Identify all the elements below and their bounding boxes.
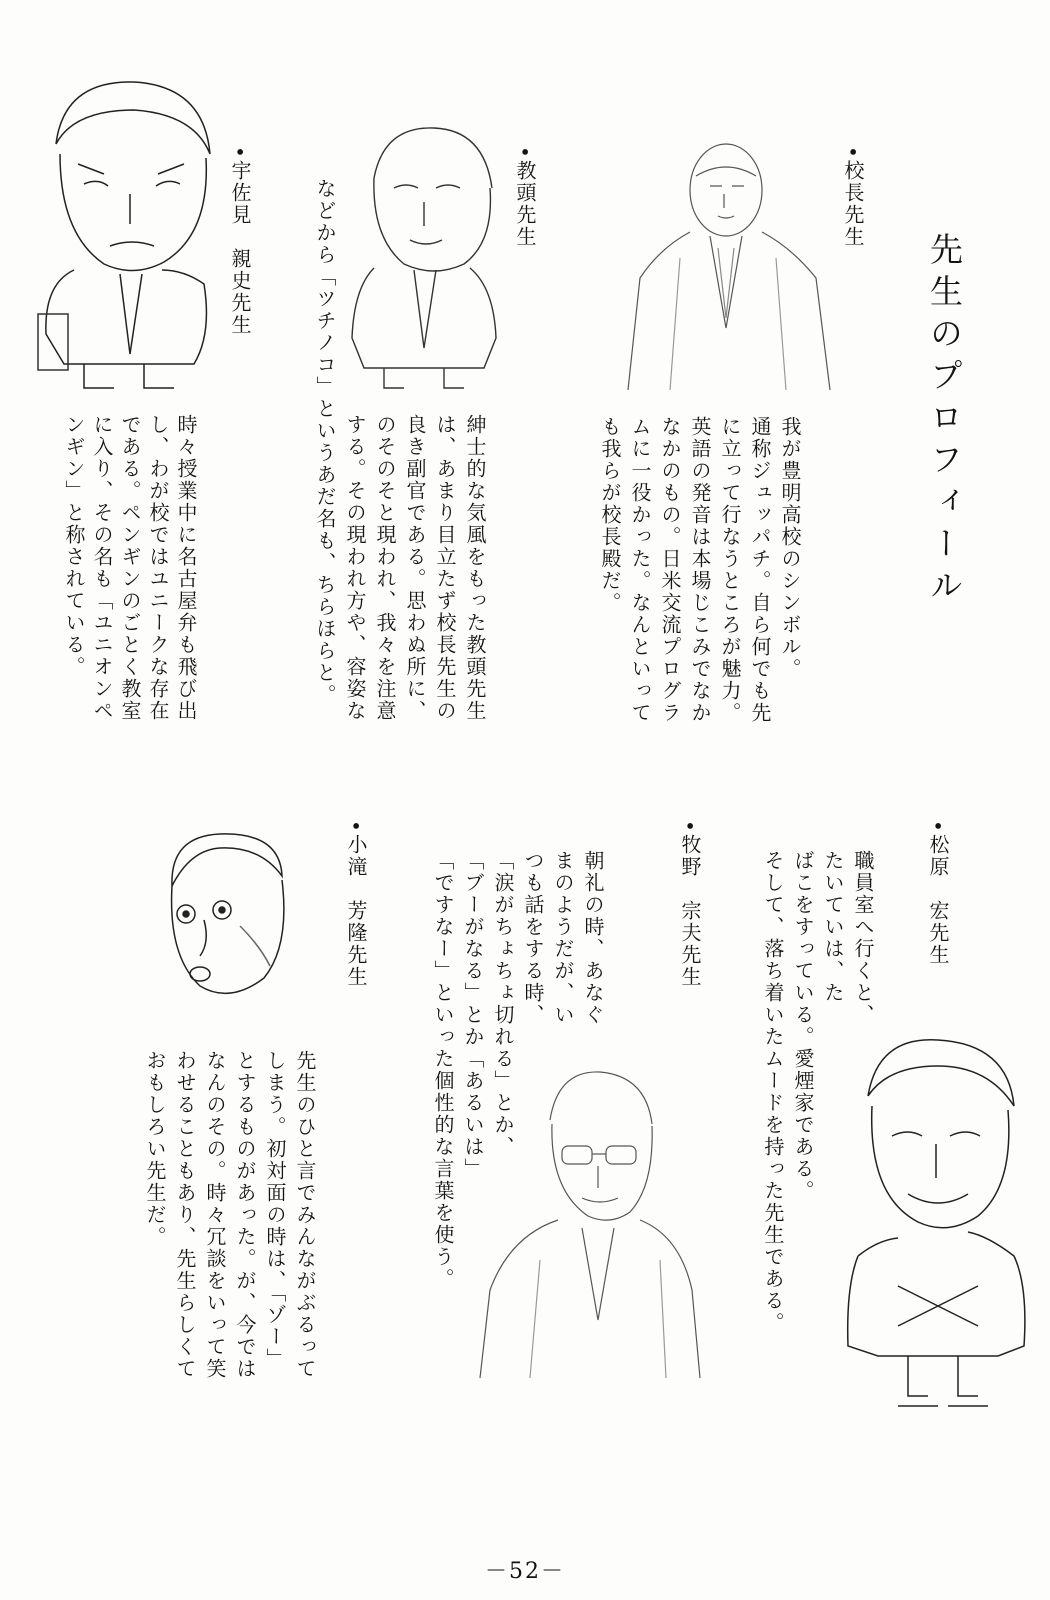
principal-text [595, 416, 805, 724]
usami-line: し、わが校ではユニークな存在 [146, 414, 170, 722]
kotaki-line: おもしろい先生だ。 [143, 1050, 167, 1248]
page-title: 先生のプロフィール [925, 232, 964, 610]
principal-line: も我らが校長殿だ。 [598, 416, 622, 614]
usami-text [60, 414, 200, 722]
principal-name: •校長先生 [841, 146, 865, 248]
makino-line: つも話をする時、 [521, 850, 545, 1026]
vice-principal-line: 紳士的な気風をもった教頭先生 [463, 414, 487, 722]
vice-principal-line: は、あまり目立たず校長先生の [433, 414, 457, 722]
principal-line: 我が豊明高校のシンボル。 [778, 416, 802, 680]
kotaki-heading [342, 820, 369, 988]
makino-heading [676, 820, 703, 988]
kotaki-portrait [160, 826, 290, 1004]
makino-portrait [470, 1060, 704, 1378]
matsubara-line: そして、落ち着いたムードを持った先生である。 [761, 850, 785, 1334]
usami-line: に入り、その名も「ユニオンペ [90, 414, 114, 722]
kotaki-line: しまう。初対面の時は、「ゾー」 [263, 1050, 287, 1370]
usami-portrait [34, 74, 220, 392]
makino-line: 「涙がちょちょ切れる」とか、 [491, 850, 515, 1158]
makino-name: •牧野 宗夫先生 [678, 820, 702, 988]
matsubara-name: •松原 宏先生 [926, 820, 950, 966]
usami-line: である。ペンギンのごとく教室 [118, 414, 142, 722]
principal-line: 通称ジュッパチ。自ら何でも先 [748, 416, 772, 724]
vice-principal-name: •教頭先生 [513, 146, 537, 248]
vice-principal-line: 良き副官である。思わぬ所に、 [403, 414, 427, 722]
kotaki-line: なんのその。時々冗談をいって笑 [203, 1050, 227, 1380]
kotaki-line: とするものがあった。が、今では [233, 1050, 257, 1380]
matsubara-heading [924, 820, 951, 966]
matsubara-line: ばこをすっている。愛煙家である。 [791, 850, 815, 1202]
vice-principal-line: などから「ツチノコ」というあだ名も、ちらほらと。 [313, 178, 337, 706]
usami-line: 時々授業中に名古屋弁も飛び出 [174, 414, 198, 722]
matsubara-portrait [838, 1026, 1034, 1422]
vice-principal-line: する。その現われ方や、容姿な [343, 414, 367, 722]
usami-heading [226, 146, 253, 336]
kotaki-line: 先生のひと言でみんながぶるって [293, 1050, 317, 1380]
makino-line: 「ですなー」といった個性的な言葉を使う。 [431, 850, 455, 1290]
principal-line: 英語の発音は本場じこみでなか [688, 416, 712, 724]
usami-name: •宇佐見 親史先生 [228, 146, 252, 336]
kotaki-line: わせることもあり、先生らしくて [173, 1050, 197, 1380]
makino-line: 朝礼の時、あなぐ [581, 850, 605, 1026]
page-number: －52－ [485, 1559, 565, 1584]
matsubara-line: たいていは、た [821, 850, 845, 1004]
principal-line: ムに一役かった。なんといって [628, 416, 652, 724]
vice-principal-heading [511, 146, 538, 248]
principal-line: に立って行なうところが魅力。 [718, 416, 742, 724]
principal-heading [839, 146, 866, 248]
vice-principal-portrait [344, 118, 504, 390]
usami-line: ンギン」と称されている。 [62, 414, 86, 678]
principal-portrait [620, 128, 836, 390]
makino-line: 「ブーがなる」とか「あるいは」 [461, 850, 485, 1180]
makino-line: まのようだが、い [551, 850, 575, 1026]
matsubara-line: 職員室へ行くと、 [851, 850, 875, 1026]
kotaki-name: •小滝 芳隆先生 [344, 820, 368, 988]
vice-principal-line: のそのそと現われ、我々を注意 [373, 414, 397, 722]
principal-line: なかのもの。日米交流プログラ [658, 416, 682, 724]
kotaki-text [140, 1050, 320, 1380]
